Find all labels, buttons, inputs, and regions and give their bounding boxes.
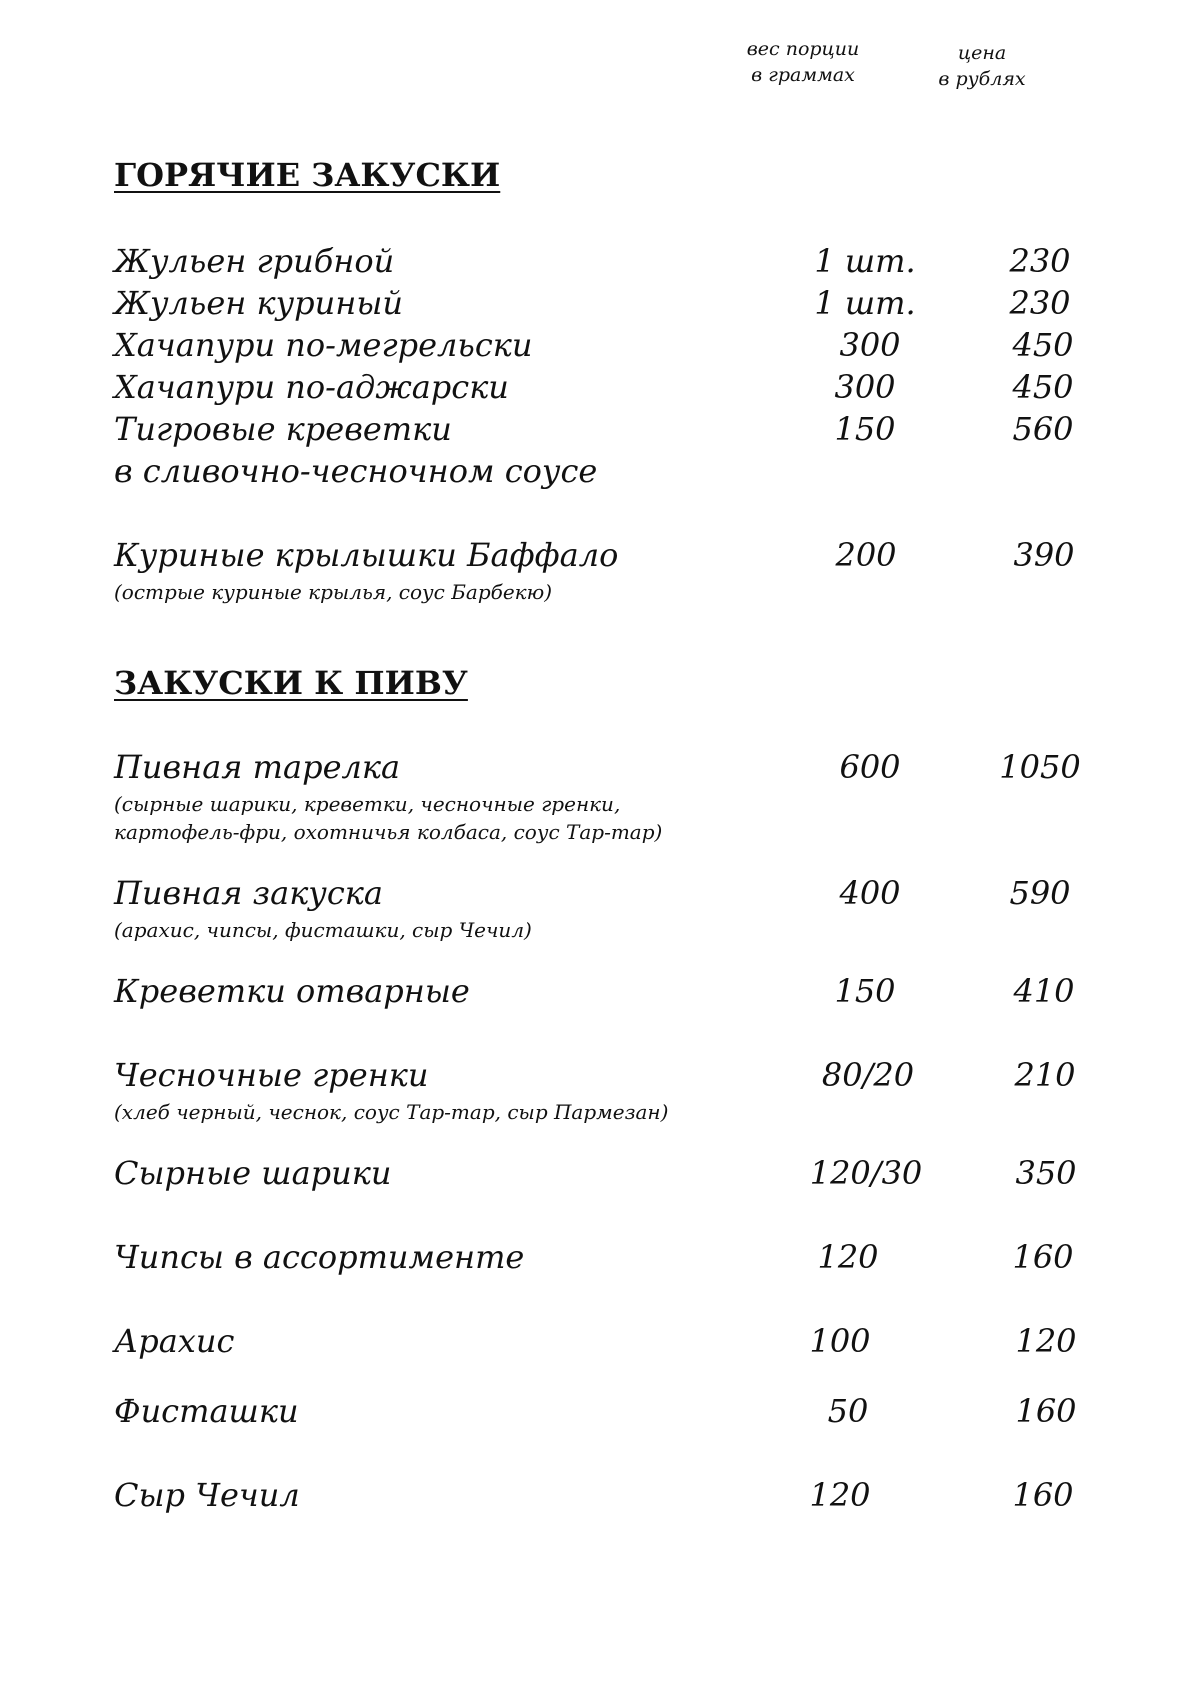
menu-item-price: 590 bbox=[1009, 874, 1071, 912]
menu-item-name: Пивная тарелка bbox=[114, 748, 401, 786]
menu-item-price: 160 bbox=[1012, 1476, 1074, 1514]
menu-item-price: 230 bbox=[1009, 284, 1071, 322]
menu-item-price: 450 bbox=[1012, 326, 1074, 364]
menu-item-weight: 300 bbox=[834, 368, 896, 406]
menu-item-name: Арахис bbox=[114, 1322, 235, 1360]
menu-item-name: Куриные крылышки Баффало bbox=[114, 536, 619, 574]
menu-item-weight: 120 bbox=[817, 1238, 879, 1276]
menu-item-weight: 400 bbox=[839, 874, 901, 912]
menu-item-price: 210 bbox=[1014, 1056, 1076, 1094]
menu-item-weight: 1 шт. bbox=[814, 284, 916, 322]
menu-item-price: 120 bbox=[1015, 1322, 1077, 1360]
menu-item-weight: 300 bbox=[839, 326, 901, 364]
menu-item-weight: 150 bbox=[834, 410, 896, 448]
menu-item-description-continued: картофель-фри, охотничья колбаса, соус Тар-тар) bbox=[114, 820, 663, 844]
menu-item-weight: 1 шт. bbox=[814, 242, 916, 280]
menu-item-name: Креветки отварные bbox=[114, 972, 470, 1010]
menu-item-name: Пивная закуска bbox=[114, 874, 383, 912]
price-header-line2: в рублях bbox=[938, 68, 1026, 90]
weight-column-header bbox=[723, 36, 883, 88]
menu-item-weight: 80/20 bbox=[821, 1056, 915, 1094]
menu-item-name: Сыр Чечил bbox=[114, 1476, 300, 1514]
weight-header-line2: в граммах bbox=[751, 64, 855, 86]
menu-item-weight: 100 bbox=[809, 1322, 871, 1360]
menu-item-price: 160 bbox=[1012, 1238, 1074, 1276]
weight-header-line1: вес порции bbox=[746, 38, 860, 60]
menu-item-weight: 120 bbox=[809, 1476, 871, 1514]
menu-item-name: Фисташки bbox=[114, 1392, 299, 1430]
menu-item-name: Чесночные гренки bbox=[114, 1056, 429, 1094]
menu-item-price: 410 bbox=[1013, 972, 1075, 1010]
menu-item-price: 390 bbox=[1013, 536, 1075, 574]
menu-item-name-continued: в сливочно-чесночном соусе bbox=[114, 452, 598, 490]
menu-item-price: 230 bbox=[1009, 242, 1071, 280]
menu-item-description: (сырные шарики, креветки, чесночные гренки, bbox=[114, 792, 621, 816]
menu-item-name: Сырные шарики bbox=[114, 1154, 392, 1192]
menu-item-name: Хачапури по-мегрельски bbox=[114, 326, 533, 364]
menu-item-weight: 50 bbox=[827, 1392, 869, 1430]
menu-item-weight: 150 bbox=[834, 972, 896, 1010]
menu-item-description: (острые куриные крылья, соус Барбекю) bbox=[114, 580, 553, 604]
menu-item-weight: 120/30 bbox=[809, 1154, 923, 1192]
menu-item-price: 1050 bbox=[999, 748, 1081, 786]
section-title-hot-appetizers: ГОРЯЧИЕ ЗАКУСКИ bbox=[114, 156, 501, 194]
menu-item-name: Жульен куриный bbox=[114, 284, 404, 322]
menu-item-price: 350 bbox=[1015, 1154, 1077, 1192]
section-title-beer-snacks: ЗАКУСКИ К ПИВУ bbox=[114, 664, 468, 702]
price-header-line1: цена bbox=[957, 42, 1007, 64]
menu-item-name: Хачапури по-аджарски bbox=[114, 368, 509, 406]
menu-item-price: 560 bbox=[1012, 410, 1074, 448]
menu-item-weight: 600 bbox=[839, 748, 901, 786]
menu-item-description: (хлеб черный, чеснок, соус Тар-тар, сыр Пармезан) bbox=[114, 1100, 669, 1124]
menu-item-price: 450 bbox=[1012, 368, 1074, 406]
menu-item-description: (арахис, чипсы, фисташки, сыр Чечил) bbox=[114, 918, 532, 942]
menu-item-name: Тигровые креветки bbox=[114, 410, 452, 448]
menu-item-name: Чипсы в ассортименте bbox=[114, 1238, 525, 1276]
menu-item-name: Жульен грибной bbox=[114, 242, 395, 280]
price-column-header bbox=[902, 40, 1062, 92]
menu-item-price: 160 bbox=[1015, 1392, 1077, 1430]
menu-item-weight: 200 bbox=[835, 536, 897, 574]
